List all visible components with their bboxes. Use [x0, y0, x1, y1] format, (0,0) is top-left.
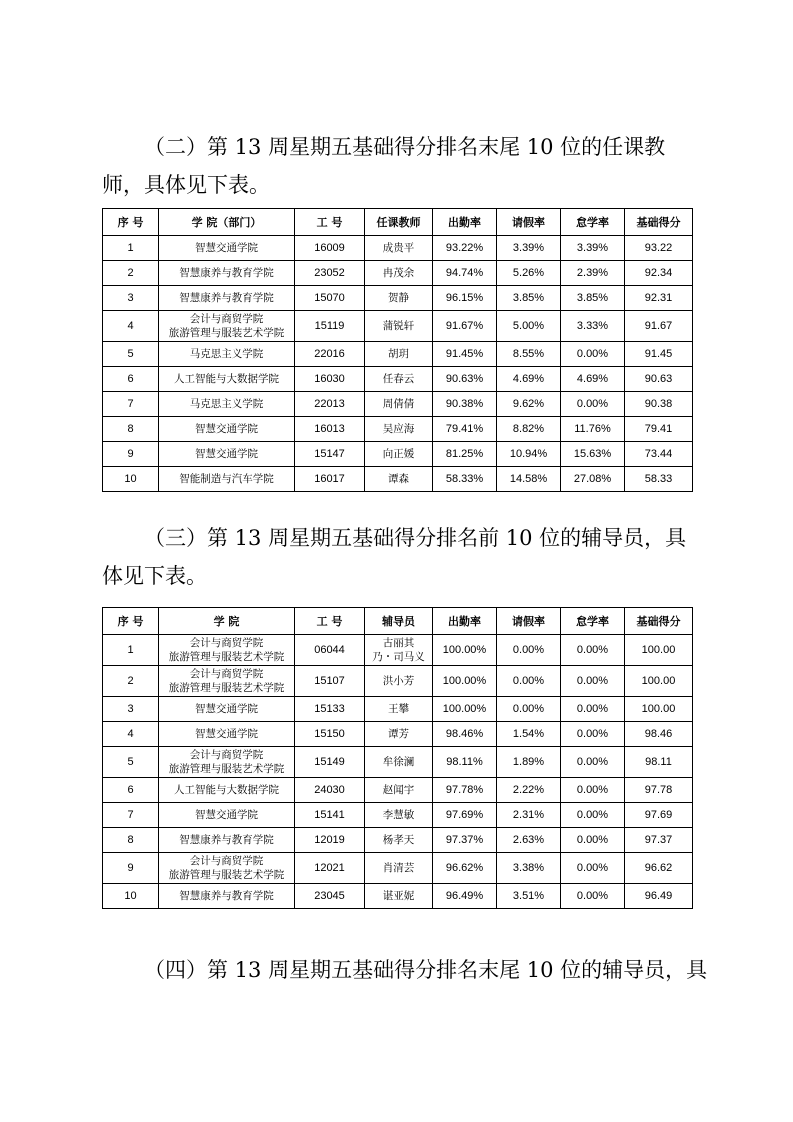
cell-score: 98.11 [625, 747, 693, 778]
cell-id: 23052 [295, 261, 365, 286]
cell-name: 周倩倩 [365, 392, 433, 417]
cell-truancy: 15.63% [561, 442, 625, 467]
table-row [103, 311, 693, 342]
cell-no: 3 [103, 697, 159, 722]
cell-no: 1 [103, 635, 159, 666]
cell-score: 93.22 [625, 236, 693, 261]
cell-college: 智慧交通学院 [159, 236, 295, 261]
cell-truancy: 3.39% [561, 236, 625, 261]
cell-attendance: 81.25% [433, 442, 497, 467]
header-college: 学 院 [159, 608, 295, 635]
table-row [103, 342, 693, 367]
table-row [103, 467, 693, 492]
table-row [103, 417, 693, 442]
cell-leave: 3.51% [497, 884, 561, 909]
cell-truancy: 0.00% [561, 635, 625, 666]
cell-attendance: 90.63% [433, 367, 497, 392]
table-header-row [103, 608, 693, 635]
cell-leave: 5.26% [497, 261, 561, 286]
cell-college: 马克思主义学院 [159, 342, 295, 367]
cell-name: 贺静 [365, 286, 433, 311]
cell-leave: 2.22% [497, 778, 561, 803]
cell-name: 赵闻宇 [365, 778, 433, 803]
cell-truancy: 0.00% [561, 722, 625, 747]
teacher-bottom10-table [102, 208, 693, 492]
cell-id: 15149 [295, 747, 365, 778]
cell-truancy: 0.00% [561, 342, 625, 367]
cell-score: 90.38 [625, 392, 693, 417]
cell-leave: 4.69% [497, 367, 561, 392]
cell-name: 肖清芸 [365, 853, 433, 884]
cell-truancy: 27.08% [561, 467, 625, 492]
header-no: 序 号 [103, 209, 159, 236]
cell-score: 58.33 [625, 467, 693, 492]
cell-truancy: 3.85% [561, 286, 625, 311]
cell-truancy: 0.00% [561, 747, 625, 778]
cell-college: 智慧交通学院 [159, 442, 295, 467]
cell-score: 97.78 [625, 778, 693, 803]
cell-attendance: 100.00% [433, 635, 497, 666]
table-row [103, 884, 693, 909]
header-truancy: 怠学率 [561, 608, 625, 635]
header-attendance: 出勤率 [433, 209, 497, 236]
cell-score: 92.31 [625, 286, 693, 311]
cell-score: 92.34 [625, 261, 693, 286]
cell-id: 12021 [295, 853, 365, 884]
cell-attendance: 58.33% [433, 467, 497, 492]
cell-id: 06044 [295, 635, 365, 666]
cell-college: 智慧康养与教育学院 [159, 261, 295, 286]
cell-name: 蒲锐轩 [365, 311, 433, 342]
table-row [103, 367, 693, 392]
table-row [103, 666, 693, 697]
cell-id: 15141 [295, 803, 365, 828]
cell-score: 97.37 [625, 828, 693, 853]
cell-id: 16009 [295, 236, 365, 261]
cell-name: 成贵平 [365, 236, 433, 261]
table-row [103, 747, 693, 778]
cell-leave: 5.00% [497, 311, 561, 342]
cell-truancy: 0.00% [561, 884, 625, 909]
table-row [103, 635, 693, 666]
cell-name: 冉茂余 [365, 261, 433, 286]
cell-attendance: 91.45% [433, 342, 497, 367]
cell-truancy: 0.00% [561, 392, 625, 417]
header-name: 任课教师 [365, 209, 433, 236]
header-score: 基础得分 [625, 608, 693, 635]
cell-truancy: 0.00% [561, 666, 625, 697]
table-row [103, 236, 693, 261]
cell-attendance: 96.49% [433, 884, 497, 909]
section3-heading: （三）第 13 周星期五基础得分排名前 10 位的辅导员，具体见下表。 [102, 526, 687, 588]
cell-leave: 2.63% [497, 828, 561, 853]
cell-no: 7 [103, 392, 159, 417]
table-row [103, 697, 693, 722]
cell-id: 15147 [295, 442, 365, 467]
cell-college: 马克思主义学院 [159, 392, 295, 417]
cell-college: 智慧康养与教育学院 [159, 286, 295, 311]
cell-no: 5 [103, 342, 159, 367]
cell-score: 73.44 [625, 442, 693, 467]
counselor-top10-table [102, 607, 693, 909]
table-row [103, 828, 693, 853]
cell-college: 智慧康养与教育学院 [159, 884, 295, 909]
cell-leave: 3.38% [497, 853, 561, 884]
cell-score: 100.00 [625, 635, 693, 666]
cell-no: 7 [103, 803, 159, 828]
cell-truancy: 0.00% [561, 828, 625, 853]
cell-attendance: 100.00% [433, 666, 497, 697]
cell-score: 90.63 [625, 367, 693, 392]
header-score: 基础得分 [625, 209, 693, 236]
cell-attendance: 96.15% [433, 286, 497, 311]
header-leave: 请假率 [497, 209, 561, 236]
cell-score: 100.00 [625, 666, 693, 697]
section4-heading: （四）第 13 周星期五基础得分排名末尾 10 位的辅导员，具 [144, 958, 708, 982]
cell-leave: 1.54% [497, 722, 561, 747]
cell-no: 5 [103, 747, 159, 778]
cell-truancy: 0.00% [561, 778, 625, 803]
cell-no: 4 [103, 722, 159, 747]
cell-score: 91.67 [625, 311, 693, 342]
cell-college: 智慧康养与教育学院 [159, 828, 295, 853]
cell-name: 吴应海 [365, 417, 433, 442]
table-row [103, 261, 693, 286]
table-row [103, 286, 693, 311]
table-row [103, 392, 693, 417]
cell-leave: 1.89% [497, 747, 561, 778]
cell-name: 牟徐澜 [365, 747, 433, 778]
cell-name: 任春云 [365, 367, 433, 392]
cell-id: 12019 [295, 828, 365, 853]
cell-score: 100.00 [625, 697, 693, 722]
cell-id: 15070 [295, 286, 365, 311]
cell-id: 22016 [295, 342, 365, 367]
cell-attendance: 79.41% [433, 417, 497, 442]
cell-leave: 9.62% [497, 392, 561, 417]
cell-no: 6 [103, 367, 159, 392]
cell-no: 6 [103, 778, 159, 803]
cell-score: 98.46 [625, 722, 693, 747]
cell-truancy: 2.39% [561, 261, 625, 286]
cell-id: 16013 [295, 417, 365, 442]
header-no: 序 号 [103, 608, 159, 635]
cell-id: 24030 [295, 778, 365, 803]
cell-attendance: 91.67% [433, 311, 497, 342]
cell-college: 人工智能与大数据学院 [159, 778, 295, 803]
cell-name: 杨孝天 [365, 828, 433, 853]
cell-no: 2 [103, 261, 159, 286]
cell-id: 23045 [295, 884, 365, 909]
cell-score: 96.62 [625, 853, 693, 884]
table-header-row [103, 209, 693, 236]
cell-score: 91.45 [625, 342, 693, 367]
cell-attendance: 90.38% [433, 392, 497, 417]
cell-college: 会计与商贸学院 旅游管理与服装艺术学院 [159, 853, 295, 884]
cell-college: 智慧交通学院 [159, 417, 295, 442]
cell-college: 会计与商贸学院 旅游管理与服装艺术学院 [159, 666, 295, 697]
cell-name: 向正媛 [365, 442, 433, 467]
cell-college: 智慧交通学院 [159, 697, 295, 722]
cell-leave: 8.82% [497, 417, 561, 442]
cell-id: 15107 [295, 666, 365, 697]
cell-attendance: 94.74% [433, 261, 497, 286]
table-row [103, 442, 693, 467]
cell-no: 4 [103, 311, 159, 342]
cell-leave: 8.55% [497, 342, 561, 367]
cell-name: 谭森 [365, 467, 433, 492]
cell-attendance: 97.69% [433, 803, 497, 828]
header-college: 学 院（部门） [159, 209, 295, 236]
cell-name: 谭芳 [365, 722, 433, 747]
cell-id: 16030 [295, 367, 365, 392]
cell-leave: 3.85% [497, 286, 561, 311]
cell-name: 洪小芳 [365, 666, 433, 697]
cell-truancy: 4.69% [561, 367, 625, 392]
cell-leave: 0.00% [497, 697, 561, 722]
cell-attendance: 98.46% [433, 722, 497, 747]
header-truancy: 怠学率 [561, 209, 625, 236]
cell-attendance: 97.37% [433, 828, 497, 853]
cell-score: 96.49 [625, 884, 693, 909]
cell-no: 9 [103, 442, 159, 467]
cell-attendance: 97.78% [433, 778, 497, 803]
table-row [103, 722, 693, 747]
table-row [103, 778, 693, 803]
cell-no: 2 [103, 666, 159, 697]
cell-id: 22013 [295, 392, 365, 417]
cell-no: 10 [103, 884, 159, 909]
cell-no: 8 [103, 417, 159, 442]
cell-college: 会计与商贸学院 旅游管理与服装艺术学院 [159, 635, 295, 666]
header-id: 工 号 [295, 209, 365, 236]
cell-college: 会计与商贸学院 旅游管理与服装艺术学院 [159, 747, 295, 778]
cell-college: 智慧交通学院 [159, 803, 295, 828]
cell-score: 79.41 [625, 417, 693, 442]
cell-leave: 2.31% [497, 803, 561, 828]
cell-name: 李慧敏 [365, 803, 433, 828]
header-name: 辅导员 [365, 608, 433, 635]
cell-name: 谌亚妮 [365, 884, 433, 909]
cell-truancy: 0.00% [561, 697, 625, 722]
cell-attendance: 100.00% [433, 697, 497, 722]
cell-attendance: 96.62% [433, 853, 497, 884]
table-row [103, 803, 693, 828]
cell-leave: 10.94% [497, 442, 561, 467]
cell-attendance: 98.11% [433, 747, 497, 778]
cell-no: 8 [103, 828, 159, 853]
cell-id: 16017 [295, 467, 365, 492]
cell-truancy: 0.00% [561, 803, 625, 828]
cell-name: 古丽其 乃・司马义 [365, 635, 433, 666]
cell-truancy: 11.76% [561, 417, 625, 442]
cell-no: 3 [103, 286, 159, 311]
cell-college: 智能制造与汽车学院 [159, 467, 295, 492]
cell-truancy: 0.00% [561, 853, 625, 884]
cell-id: 15150 [295, 722, 365, 747]
cell-no: 9 [103, 853, 159, 884]
cell-leave: 14.58% [497, 467, 561, 492]
header-leave: 请假率 [497, 608, 561, 635]
cell-college: 人工智能与大数据学院 [159, 367, 295, 392]
section2-heading: （二）第 13 周星期五基础得分排名末尾 10 位的任课教师，具体见下表。 [102, 135, 666, 197]
header-id: 工 号 [295, 608, 365, 635]
cell-id: 15119 [295, 311, 365, 342]
table-row [103, 853, 693, 884]
header-attendance: 出勤率 [433, 608, 497, 635]
cell-score: 97.69 [625, 803, 693, 828]
cell-leave: 3.39% [497, 236, 561, 261]
cell-truancy: 3.33% [561, 311, 625, 342]
cell-college: 会计与商贸学院 旅游管理与服装艺术学院 [159, 311, 295, 342]
cell-no: 1 [103, 236, 159, 261]
cell-leave: 0.00% [497, 635, 561, 666]
cell-college: 智慧交通学院 [159, 722, 295, 747]
cell-name: 胡玥 [365, 342, 433, 367]
cell-id: 15133 [295, 697, 365, 722]
cell-attendance: 93.22% [433, 236, 497, 261]
cell-name: 王攀 [365, 697, 433, 722]
cell-leave: 0.00% [497, 666, 561, 697]
cell-no: 10 [103, 467, 159, 492]
